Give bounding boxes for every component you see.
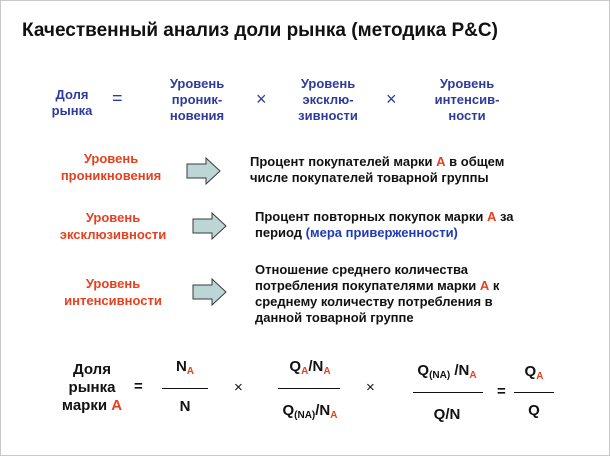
multiply-sign-1: × [256,89,267,109]
arrow-right-icon [192,278,228,306]
page-title: Качественный анализ доли рынка (методика P&C) [22,20,498,41]
term-exclusivity: Уровень эксклюзивности [59,210,167,242]
multiply-sign-4: × [366,379,375,396]
arrow-right-icon [186,157,222,185]
fraction-3-numerator: $Q_{(NA)}$ $/N_A$ [417,362,477,381]
arrow-right-icon [192,212,228,240]
market-share-brand-label: Доля рынка марки А [61,361,123,414]
fraction-4-bar [514,392,554,393]
multiply-sign-3: × [234,379,243,396]
term-penetration: Уровень проникновения [60,151,162,183]
fraction-1-denominator: N [179,398,191,415]
fraction-3-bar [413,392,483,393]
definition-penetration: Процент покупателей марки А в общем числе покупателей товарной группы [250,154,505,185]
equals-sign: = [112,88,123,108]
intensity-label: Уровень интенсив- ности [434,76,500,123]
fraction-2-numerator: $Q_A/N_A$ [289,358,331,377]
fraction-2-bar [278,388,340,389]
market-share-label: Доля рынка [51,87,93,118]
fraction-3-denominator: Q/N [433,406,461,423]
equals-sign: = [134,378,143,395]
definition-intensity: Отношение среднего количества потребления покупателями марки А к среднему количеству потребления в данной товарной группе [255,262,500,325]
exclusivity-label: Уровень эксклю- зивности [298,76,358,123]
term-intensity: Уровень интенсивности [64,276,162,308]
definition-exclusivity: Процент повторных покупок марки А за период (мера приверженности) [255,209,514,240]
multiply-sign-2: × [386,89,397,109]
fraction-4-numerator: $Q_A$ [524,363,544,382]
fraction-2-denominator: $Q_{(NA)}/N_A$ [282,402,338,421]
fraction-1-bar [162,388,208,389]
fraction-4-denominator: Q [528,402,540,419]
equals-sign-2: = [497,383,506,400]
fraction-1-numerator: $N_A$ [175,358,195,377]
penetration-label: Уровень проник- новения [169,76,225,123]
